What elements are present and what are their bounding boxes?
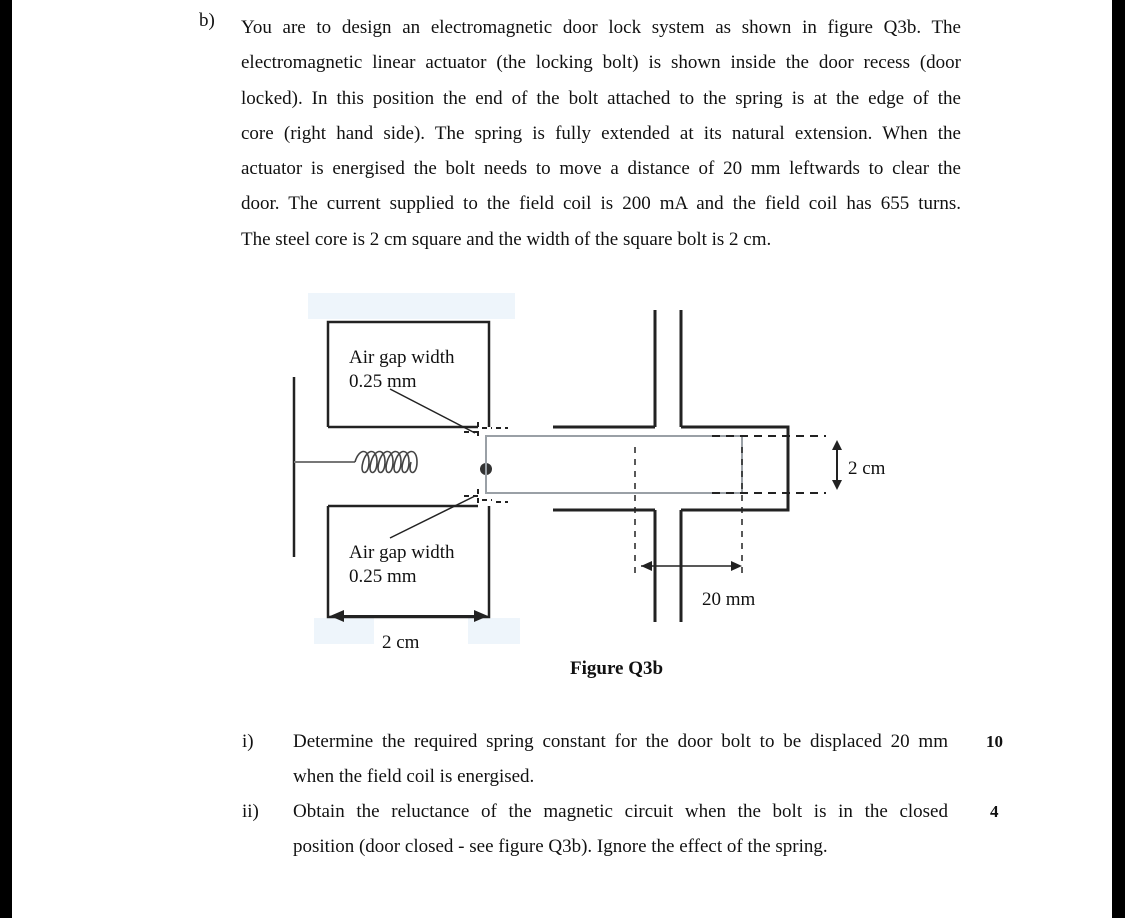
question-line: locked). In this position the end of the bolt attached to the spring is at the edge of the (241, 87, 961, 109)
part-marks: 4 (990, 802, 999, 821)
travel-arrowhead-left (641, 561, 652, 571)
travel-distance-label: 20 mm (702, 589, 756, 610)
question-line: The steel core is 2 cm square and the width of the square bolt is 2 cm. (241, 228, 772, 250)
door-recess (681, 427, 788, 510)
bottom-air-gap-value: 0.25 mm (349, 566, 417, 587)
bottom-leader-line (390, 496, 475, 538)
question-line: door. The current supplied to the field coil is 200 mA and the field coil has 655 turns. (241, 193, 961, 215)
part-line: Obtain the reluctance of the magnetic circuit when the bolt is in the closed (293, 801, 948, 822)
question-line: electromagnetic linear actuator (the locking bolt) is shown inside the door recess (door (241, 52, 961, 74)
bottom-air-gap-label: Air gap width (349, 542, 455, 563)
exam-page (12, 0, 1112, 918)
height-arrowhead-bottom (832, 480, 842, 490)
bolt-height-label: 2 cm (848, 458, 886, 479)
part-number: i) (242, 731, 254, 752)
question-line: actuator is energised the bolt needs to move a distance of 20 mm leftwards to clear the (241, 158, 961, 180)
part-line: Determine the required spring constant for the door bolt to be displaced 20 mm (293, 731, 948, 752)
core-width-label: 2 cm (382, 632, 420, 653)
top-air-gap-value: 0.25 mm (349, 371, 417, 392)
part-line: when the field coil is energised. (293, 766, 535, 787)
highlight-artifact (468, 618, 520, 644)
highlight-artifact (308, 293, 515, 319)
question-line: core (right hand side). The spring is fully extended at its natural extension. When the (241, 122, 961, 144)
part-text (293, 724, 948, 794)
spring (355, 452, 417, 473)
question-line: You are to design an electromagnetic door lock system as shown in figure Q3b. The (241, 17, 961, 38)
part-number: ii) (242, 801, 259, 822)
part-text (293, 794, 948, 864)
height-arrowhead-top (832, 440, 842, 450)
part-line: position (door closed - see figure Q3b). Ignore the effect of the spring. (293, 836, 828, 857)
figure-caption: Figure Q3b (570, 658, 664, 679)
question-label: b) (199, 10, 215, 31)
travel-arrowhead-right (731, 561, 742, 571)
part-marks: 10 (986, 732, 1003, 751)
bolt (486, 436, 742, 493)
top-air-gap-label: Air gap width (349, 347, 455, 368)
